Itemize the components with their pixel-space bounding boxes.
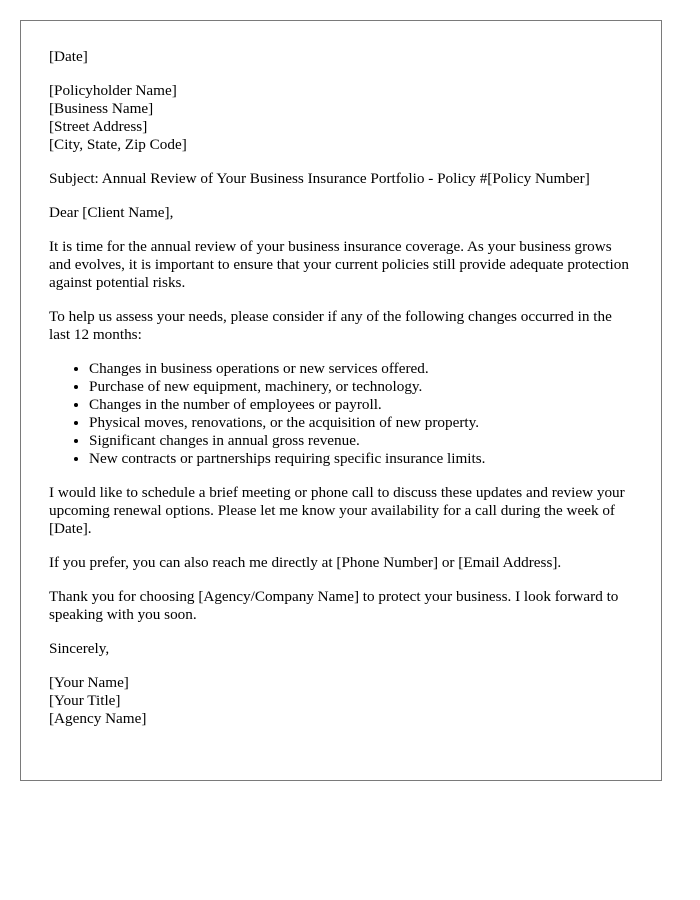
signer-name: [Your Name] xyxy=(49,674,129,691)
list-item: • Purchase of new equipment, machinery, or technology. xyxy=(89,378,633,396)
list-item: • New contracts or partnerships requiring specific insurance limits. xyxy=(89,450,633,468)
list-item: • Significant changes in annual gross revenue. xyxy=(89,432,633,450)
subject-line: Subject: Annual Review of Your Business Insurance Portfolio - Policy #[Policy Number] xyxy=(49,170,590,187)
business-name: [Business Name] xyxy=(49,100,154,117)
signer-title: [Your Title] xyxy=(49,692,121,709)
city-state-zip: [City, State, Zip Code] xyxy=(49,136,187,153)
letter-date: [Date] xyxy=(49,48,88,65)
closing: Sincerely, xyxy=(49,640,110,657)
contact-paragraph: If you prefer, you can also reach me directly at [Phone Number] or [Email Address]. xyxy=(49,554,562,571)
agency-name: [Agency Name] xyxy=(49,710,147,727)
meeting-paragraph: I would like to schedule a brief meeting or phone call to discuss these updates and review your upcoming renewal options. Please let me know your availability for a call during the week of [Date]. xyxy=(49,484,625,537)
recipient-address-block xyxy=(49,82,633,154)
greeting: Dear [Client Name], xyxy=(49,204,174,221)
list-item: • Physical moves, renovations, or the acquisition of new property. xyxy=(89,414,633,432)
letter-page xyxy=(20,20,662,781)
changes-list xyxy=(49,360,633,468)
signature-block xyxy=(49,674,633,728)
street-address: [Street Address] xyxy=(49,118,148,135)
thanks-paragraph: Thank you for choosing [Agency/Company Name] to protect your business. I look forward to speaking with you soon. xyxy=(49,588,619,623)
policyholder-name: [Policyholder Name] xyxy=(49,82,177,99)
assess-paragraph: To help us assess your needs, please consider if any of the following changes occurred in the last 12 months: xyxy=(49,308,612,343)
list-item: • Changes in the number of employees or payroll. xyxy=(89,396,633,414)
list-item: • Changes in business operations or new services offered. xyxy=(89,360,633,378)
intro-paragraph: It is time for the annual review of your business insurance coverage. As your business grows and evolves, it is important to ensure that your current policies still provide adequate protection against potential risks. xyxy=(49,238,629,291)
